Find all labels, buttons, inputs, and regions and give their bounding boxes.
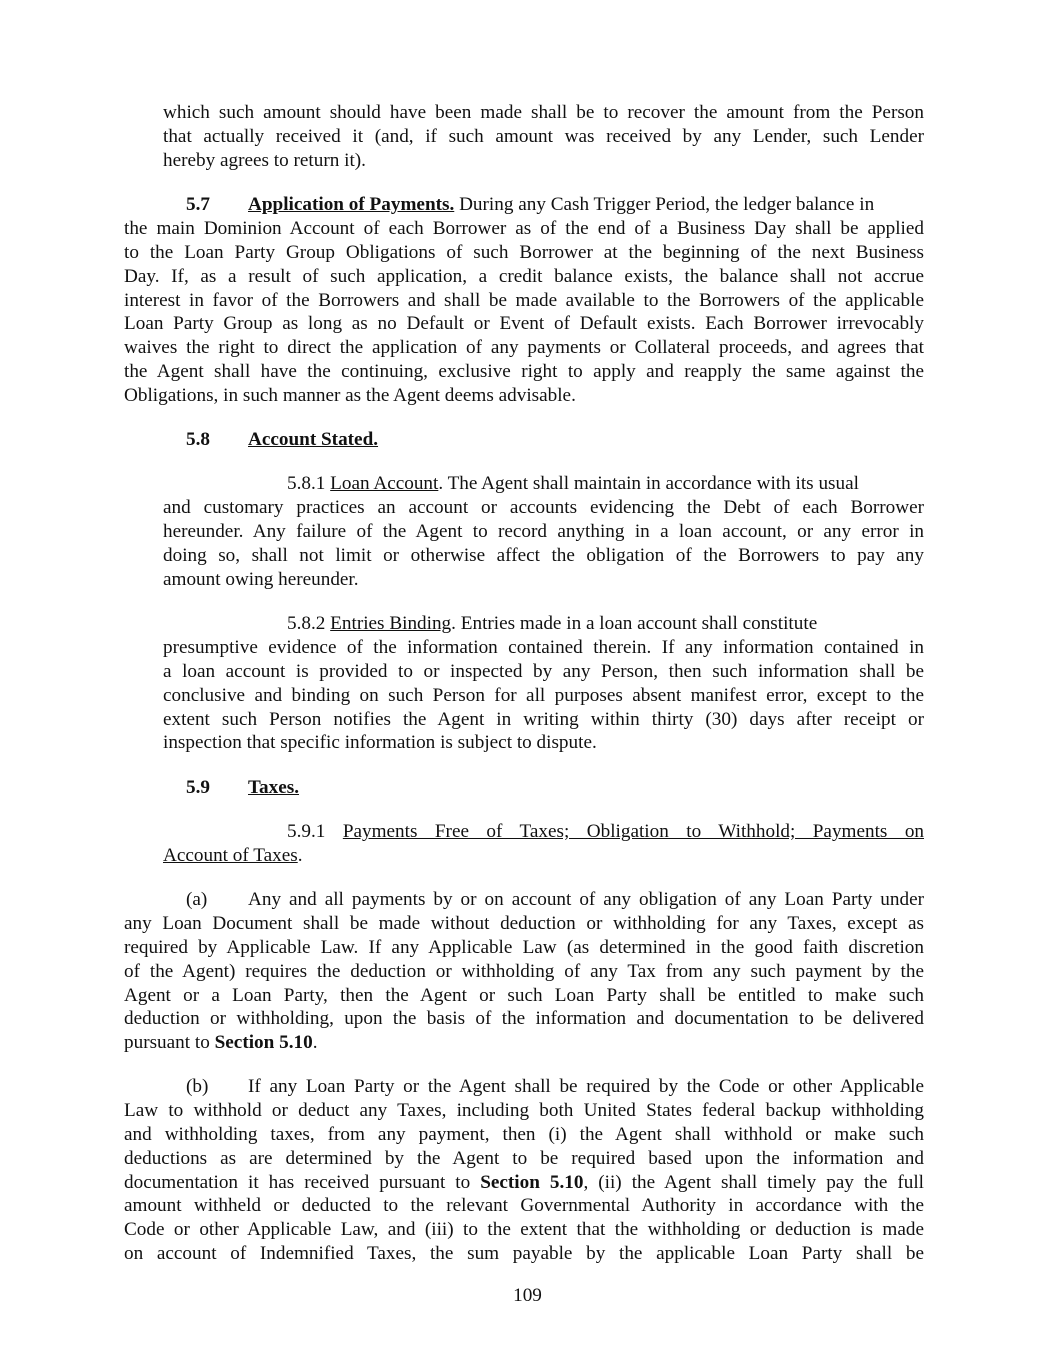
- text-line: any Loan Document shall be made without deduction or withholding for any Taxes, except as: [124, 912, 924, 934]
- subsection-number: 5.8.1: [287, 473, 326, 494]
- text-line: amount withheld or deducted to the relevant Governmental Authority in accordance with the: [124, 1195, 924, 1217]
- carryover-paragraph: [163, 101, 924, 173]
- subsection-title-line: [163, 844, 924, 868]
- section-5-7-heading-line: [124, 193, 924, 217]
- paragraph-last-line: [124, 1031, 924, 1055]
- text-line: hereunder. Any failure of the Agent to record anything in a loan account, or any error in: [163, 520, 924, 542]
- text-line: Day. If, as a result of such application, a credit balance exists, the balance shall not accrue: [124, 265, 924, 287]
- subsection-heading-line: [163, 820, 924, 844]
- text-line: and customary practices an account or accounts evidencing the Debt of each Borrower: [163, 496, 924, 518]
- text-line: pursuant to: [124, 1032, 215, 1054]
- text-line: waives the right to direct the application of any payments or Collateral proceeds, and agrees that: [124, 337, 924, 359]
- section-5-9-heading: [186, 776, 299, 800]
- paragraph-a: [124, 888, 924, 1055]
- section-reference: Section 5.10: [214, 1032, 313, 1054]
- text-line: Law to withhold or deduct any Taxes, including both United States federal backup withholding: [124, 1099, 924, 1121]
- text-line: Code or other Applicable Law, and (iii) to the extent that the withholding or deduction is made: [124, 1219, 924, 1241]
- text-line: doing so, shall not limit or otherwise affect the obligation of the Borrowers to pay any: [163, 544, 924, 566]
- section-5-8-heading: [186, 428, 378, 452]
- subsection-5-8-1: [163, 472, 924, 591]
- text-line: on account of Indemnified Taxes, the sum payable by the applicable Loan Party shall be: [124, 1243, 924, 1265]
- text-line: Obligations, in such manner as the Agent deems advisable.: [124, 385, 576, 407]
- text-line: Loan Party Group as long as no Default or Event of Default exists. Each Borrower irrevocably: [124, 313, 924, 335]
- subsection-5-9-1: [163, 820, 924, 868]
- section-title: Taxes.: [248, 777, 300, 798]
- paragraph-first-line: [124, 1075, 924, 1099]
- subsection-5-8-2: [163, 612, 924, 755]
- text-line: deduction or withholding, upon the basis of the information and documentation to be delivered: [124, 1008, 924, 1030]
- subsection-title: Payments Free of Taxes; Obligation to Withhold; Payments on: [342, 821, 925, 842]
- text-line: presumptive evidence of the information contained therein. If any information contained in: [163, 636, 924, 658]
- section-reference: Section 5.10: [480, 1171, 584, 1193]
- section-title: Account Stated.: [248, 429, 379, 450]
- text-line: hereby agrees to return it).: [163, 149, 366, 171]
- section-title: Application of Payments.: [248, 194, 455, 215]
- text-line: , (ii) the Agent shall timely pay the full: [583, 1171, 924, 1193]
- text-line: the Agent shall have the continuing, exclusive right to apply and reapply the same against the: [124, 361, 924, 383]
- text-line: which such amount should have been made shall be to recover the amount from the Person: [163, 102, 924, 123]
- subsection-title: Entries Binding: [330, 613, 452, 634]
- subsection-heading-line: [163, 612, 924, 636]
- section-number: 5.8: [186, 429, 210, 450]
- text-line: If any Loan Party or the Agent shall be required by the Code or other Applicable: [248, 1076, 924, 1097]
- text-line: Any and all payments by or on account of any obligation of any Loan Party under: [248, 889, 924, 910]
- text-line: required by Applicable Law. If any Applicable Law (as determined in the good faith discretion: [124, 936, 924, 958]
- subsection-title-cont: Account of Taxes: [163, 844, 298, 866]
- text-line: extent such Person notifies the Agent in writing within thirty (30) days after receipt or: [163, 708, 924, 730]
- text-line: amount owing hereunder.: [163, 568, 359, 590]
- subsection-number: 5.8.2: [287, 613, 326, 634]
- paragraph-label: (b): [186, 1076, 209, 1097]
- text-line: a loan account is provided to or inspected by any Person, then such information shall be: [163, 660, 924, 682]
- paragraph-b: [124, 1075, 924, 1266]
- subsection-title-end: .: [297, 844, 303, 866]
- subsection-title: Loan Account: [330, 473, 439, 494]
- text-line: . Entries made in a loan account shall constitute: [451, 613, 818, 634]
- text-line: and withholding taxes, from any payment, then (i) the Agent shall withhold or make such: [124, 1123, 924, 1145]
- section-number: 5.7: [186, 194, 210, 215]
- paragraph-first-line: [124, 888, 924, 912]
- paragraph-ref-line: [124, 1171, 924, 1195]
- page-number: 109: [513, 1285, 542, 1306]
- text-line: Agent or a Loan Party, then the Agent or such Loan Party shall be entitled to make such: [124, 984, 924, 1006]
- text-line: to the Loan Party Group Obligations of such Borrower at the beginning of the next Business: [124, 241, 924, 263]
- text-line: the main Dominion Account of each Borrower as of the end of a Business Day shall be applied: [124, 217, 924, 239]
- text-line: .: [312, 1032, 318, 1054]
- text-line: of the Agent) requires the deduction or withholding of any Tax from any such payment by the: [124, 960, 924, 982]
- section-number: 5.9: [186, 777, 210, 798]
- text-line: During any Cash Trigger Period, the ledger balance in: [459, 194, 875, 215]
- text-line: . The Agent shall maintain in accordance with its usual: [438, 473, 859, 494]
- section-5-7: [124, 193, 924, 408]
- text-line: inspection that specific information is subject to dispute.: [163, 732, 597, 754]
- text-line: conclusive and binding on such Person for all purposes absent manifest error, except to the: [163, 684, 924, 706]
- text-line: interest in favor of the Borrowers and shall be made available to the Borrowers of the applicable: [124, 289, 924, 311]
- subsection-number: 5.9.1: [287, 821, 326, 842]
- text-line: documentation it has received pursuant to: [124, 1171, 481, 1193]
- subsection-heading-line: [163, 472, 924, 496]
- text-line: that actually received it (and, if such amount was received by any Lender, such Lender: [163, 125, 924, 147]
- text-line: deductions as are determined by the Agent to be required based upon the information and: [124, 1147, 924, 1169]
- paragraph-label: (a): [186, 889, 208, 910]
